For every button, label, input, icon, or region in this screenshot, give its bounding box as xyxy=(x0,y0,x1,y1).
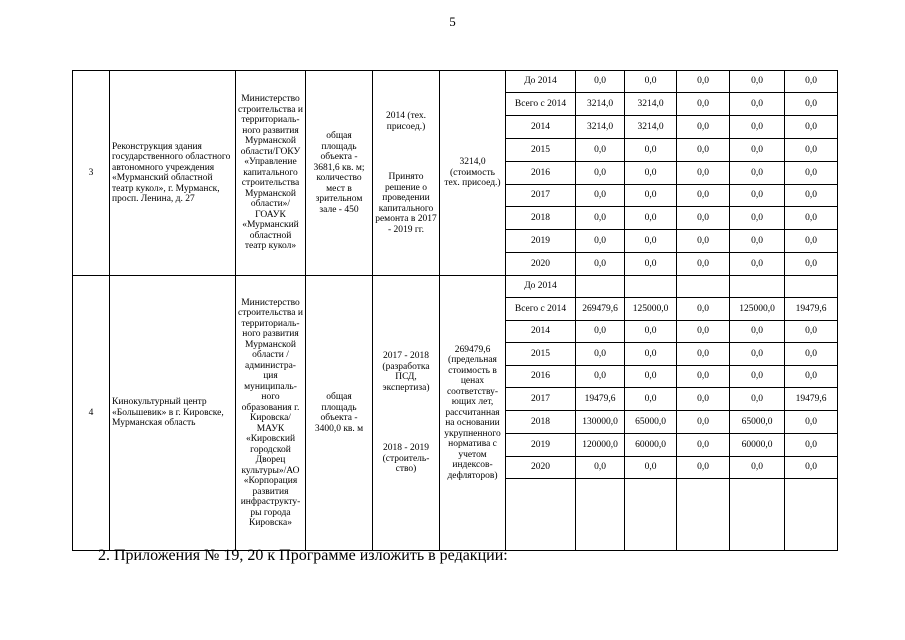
amendment-note: 2. Приложения № 19, 20 к Программе изложить в редакции: xyxy=(98,547,508,564)
empty-cell xyxy=(785,479,838,551)
value-cell: 0,0 xyxy=(730,93,785,116)
year-label: До 2014 xyxy=(506,71,576,93)
value-cell: 0,0 xyxy=(677,230,730,253)
value-cell: 0,0 xyxy=(785,207,838,230)
value-cell: 0,0 xyxy=(677,321,730,343)
value-cell: 0,0 xyxy=(730,230,785,253)
value-cell: 0,0 xyxy=(677,71,730,93)
value-cell: 0,0 xyxy=(785,321,838,343)
value-cell: 269479,6 xyxy=(576,298,625,321)
value-cell: 0,0 xyxy=(677,388,730,411)
program-table xyxy=(72,70,838,551)
value-cell: 0,0 xyxy=(625,230,677,253)
period-secondary: Принято решение о проведении капитального ремонта в 2017 - 2019 гг. xyxy=(375,172,437,235)
value-cell: 0,0 xyxy=(576,139,625,162)
value-cell: 0,0 xyxy=(677,93,730,116)
object-capacity: общая площадь объекта - 3681,6 кв. м; количество мест в зрительном зале - 450 xyxy=(306,71,373,276)
empty-cell xyxy=(730,479,785,551)
value-cell: 0,0 xyxy=(576,185,625,207)
empty-cell xyxy=(506,479,576,551)
value-cell: 0,0 xyxy=(730,321,785,343)
value-cell: 60000,0 xyxy=(730,434,785,457)
row-number: 4 xyxy=(73,276,110,551)
object-name: Реконструкция здания государственного областного автономного учреждения «Мурманский областной театр кукол», г. Мурманск, просп. Ленина, д. 27 xyxy=(110,71,236,276)
value-cell: 3214,0 xyxy=(625,116,677,139)
estimated-cost: 3214,0 (стоимость тех. присоед.) xyxy=(440,71,506,276)
value-cell xyxy=(576,276,625,298)
value-cell: 0,0 xyxy=(625,71,677,93)
responsible-org: Министерство строительства и территориаль-ного развития Мурманской области /администра-ция муниципаль-ного образования г. Кировска/ МАУК «Кировский городской Дворец культуры»/АО «Корпорация развития инфраструкту-ры города Кировска» xyxy=(236,276,306,551)
value-cell: 19479,6 xyxy=(785,298,838,321)
value-cell: 0,0 xyxy=(576,162,625,185)
year-label: 2018 xyxy=(506,207,576,230)
value-cell: 0,0 xyxy=(625,343,677,366)
implementation-period xyxy=(373,71,440,276)
value-cell: 0,0 xyxy=(730,207,785,230)
value-cell: 0,0 xyxy=(677,185,730,207)
value-cell: 65000,0 xyxy=(625,411,677,434)
year-label: 2017 xyxy=(506,388,576,411)
value-cell: 0,0 xyxy=(677,116,730,139)
value-cell: 0,0 xyxy=(730,343,785,366)
value-cell: 0,0 xyxy=(625,457,677,479)
value-cell: 0,0 xyxy=(576,321,625,343)
value-cell: 0,0 xyxy=(730,366,785,388)
value-cell: 0,0 xyxy=(625,253,677,276)
value-cell: 0,0 xyxy=(730,185,785,207)
value-cell: 0,0 xyxy=(730,71,785,93)
value-cell: 0,0 xyxy=(785,343,838,366)
value-cell: 0,0 xyxy=(785,139,838,162)
value-cell: 19479,6 xyxy=(576,388,625,411)
value-cell: 0,0 xyxy=(677,343,730,366)
value-cell: 0,0 xyxy=(785,162,838,185)
year-label: 2019 xyxy=(506,230,576,253)
value-cell: 0,0 xyxy=(730,162,785,185)
value-cell: 125000,0 xyxy=(625,298,677,321)
value-cell: 3214,0 xyxy=(576,116,625,139)
year-label: 2016 xyxy=(506,162,576,185)
value-cell: 0,0 xyxy=(730,139,785,162)
value-cell: 0,0 xyxy=(785,457,838,479)
value-cell: 0,0 xyxy=(625,321,677,343)
value-cell: 125000,0 xyxy=(730,298,785,321)
value-cell: 0,0 xyxy=(625,185,677,207)
year-label: 2019 xyxy=(506,434,576,457)
value-cell: 0,0 xyxy=(576,71,625,93)
period-primary: 2017 - 2018 (разработка ПСД, экспертиза) xyxy=(382,351,430,393)
value-cell: 0,0 xyxy=(785,185,838,207)
value-cell: 0,0 xyxy=(785,230,838,253)
value-cell: 120000,0 xyxy=(576,434,625,457)
object-capacity: общая площадь объекта - 3400,0 кв. м xyxy=(306,276,373,551)
value-cell: 0,0 xyxy=(677,298,730,321)
value-cell: 0,0 xyxy=(677,411,730,434)
year-label: 2015 xyxy=(506,139,576,162)
value-cell: 0,0 xyxy=(625,207,677,230)
object-name: Кинокультурный центр «Большевик» в г. Кировске, Мурманская область xyxy=(110,276,236,551)
year-label: До 2014 xyxy=(506,276,576,298)
year-label: 2020 xyxy=(506,253,576,276)
estimated-cost: 269479,6 (предельная стоимость в ценах соответству-ющих лет, рассчитанная на основании укрупненного норматива с учетом индексов-дефляторов) xyxy=(440,276,506,551)
value-cell: 0,0 xyxy=(576,366,625,388)
value-cell: 0,0 xyxy=(677,253,730,276)
value-cell: 65000,0 xyxy=(730,411,785,434)
value-cell: 0,0 xyxy=(730,253,785,276)
value-cell: 0,0 xyxy=(785,93,838,116)
value-cell: 0,0 xyxy=(730,457,785,479)
value-cell: 0,0 xyxy=(677,207,730,230)
value-cell: 0,0 xyxy=(576,253,625,276)
year-label: 2014 xyxy=(506,321,576,343)
row-number: 3 xyxy=(73,71,110,276)
value-cell xyxy=(677,276,730,298)
value-cell: 0,0 xyxy=(785,434,838,457)
value-cell: 0,0 xyxy=(576,457,625,479)
empty-cell xyxy=(576,479,625,551)
value-cell: 0,0 xyxy=(576,343,625,366)
value-cell: 0,0 xyxy=(730,116,785,139)
value-cell xyxy=(785,276,838,298)
period-secondary: 2018 - 2019 (строитель-ство) xyxy=(382,443,430,475)
value-cell: 0,0 xyxy=(625,388,677,411)
value-cell: 0,0 xyxy=(677,139,730,162)
page-number: 5 xyxy=(449,14,456,29)
implementation-period xyxy=(373,276,440,551)
year-label: 2015 xyxy=(506,343,576,366)
year-label: 2020 xyxy=(506,457,576,479)
value-cell: 60000,0 xyxy=(625,434,677,457)
year-label: 2014 xyxy=(506,116,576,139)
value-cell: 3214,0 xyxy=(576,93,625,116)
responsible-org: Министерство строительства и территориаль-ного развития Мурманской области/ГОКУ «Управление капитального строительства Мурманской области»/ ГОАУК «Мурманский областной театр кукол» xyxy=(236,71,306,276)
year-label: 2018 xyxy=(506,411,576,434)
value-cell: 0,0 xyxy=(677,162,730,185)
value-cell: 3214,0 xyxy=(625,93,677,116)
value-cell: 0,0 xyxy=(576,207,625,230)
year-label: 2016 xyxy=(506,366,576,388)
value-cell: 0,0 xyxy=(785,253,838,276)
value-cell: 0,0 xyxy=(785,71,838,93)
value-cell: 0,0 xyxy=(785,411,838,434)
value-cell xyxy=(625,276,677,298)
value-cell: 0,0 xyxy=(625,139,677,162)
value-cell: 0,0 xyxy=(677,457,730,479)
value-cell: 0,0 xyxy=(677,366,730,388)
value-cell: 0,0 xyxy=(785,116,838,139)
value-cell: 0,0 xyxy=(625,366,677,388)
year-label: 2017 xyxy=(506,185,576,207)
value-cell: 19479,6 xyxy=(785,388,838,411)
year-label: Всего с 2014 xyxy=(506,298,576,321)
value-cell: 0,0 xyxy=(677,434,730,457)
value-cell: 130000,0 xyxy=(576,411,625,434)
period-primary: 2014 (тех. присоед.) xyxy=(386,111,426,132)
empty-cell xyxy=(677,479,730,551)
value-cell: 0,0 xyxy=(576,230,625,253)
value-cell: 0,0 xyxy=(785,366,838,388)
value-cell: 0,0 xyxy=(625,162,677,185)
value-cell xyxy=(730,276,785,298)
value-cell: 0,0 xyxy=(730,388,785,411)
year-label: Всего с 2014 xyxy=(506,93,576,116)
empty-cell xyxy=(625,479,677,551)
